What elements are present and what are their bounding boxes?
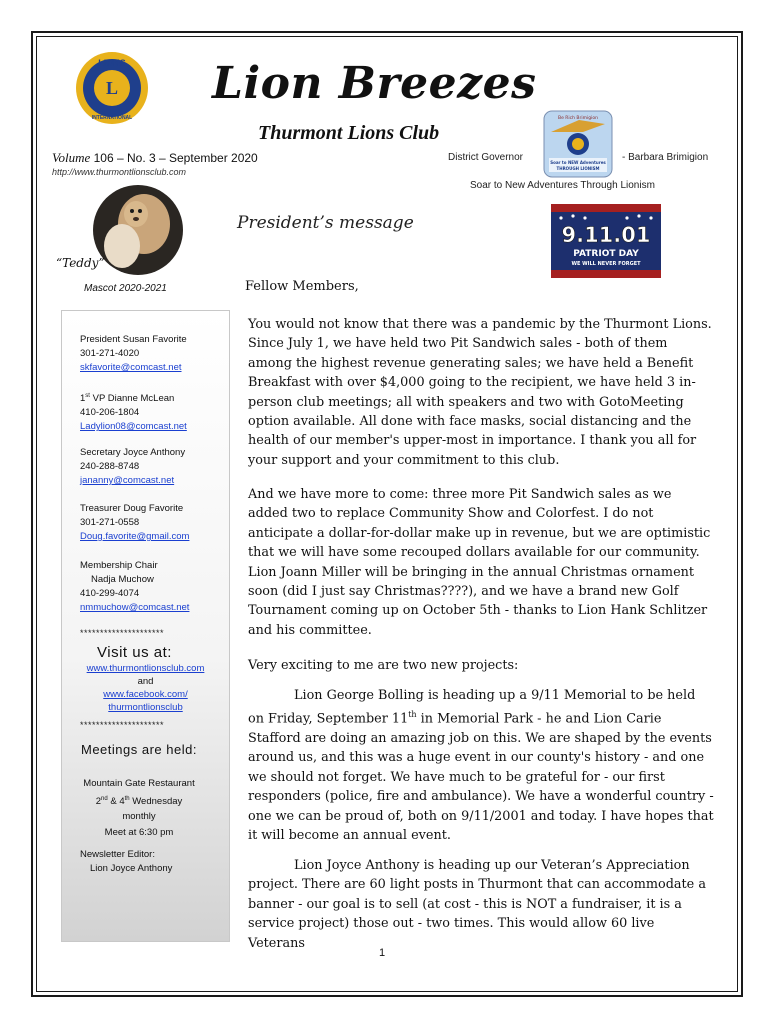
- svg-text:L: L: [105, 78, 119, 98]
- patriot-line2: WE WILL NEVER FORGET: [571, 261, 641, 267]
- governor-badge-image: [543, 110, 613, 178]
- membership-name: Nadja Muchow: [91, 574, 154, 585]
- vp-title: 1st VP Dianne McLean: [80, 393, 175, 405]
- badge-line1: Be Rich Brimigion: [558, 116, 598, 121]
- president-phone: 301-271-4020: [80, 348, 140, 359]
- treasurer-phone: 301-271-0558: [80, 517, 140, 528]
- body-paragraph-2: And we have more to come: three more Pit Sandwich sales as we added two to replace Community Show and Colorfest. I do not anticipate a dollar-for-dollar make up in revenue, but we are optimistic that we will have some recouped dollars available for our community. Lion Joann Miller will be bringing in the annual Christmas ornament soon (did I just say Christmas????), and we have a brand new Golf Tournament coming up on October 5th - thanks to Lion Hank Schlitzer and his committee.: [248, 487, 711, 638]
- visit-links: [61, 662, 230, 714]
- volume-line: [52, 150, 258, 166]
- visit-heading: Visit us at:: [97, 644, 172, 661]
- editor-label: Newsletter Editor:: [80, 849, 155, 860]
- divider-stars: *********************: [80, 720, 165, 730]
- meetings-info: [64, 776, 214, 840]
- president-email-link[interactable]: skfavorite@comcast.net: [80, 362, 182, 373]
- membership-title: Membership Chair: [80, 560, 158, 571]
- divider-stars: *********************: [80, 628, 165, 638]
- logo-text: LIONS: [98, 58, 126, 68]
- logo-subtext: INTERNATIONAL: [91, 115, 133, 121]
- mascot-name: “Teddy”: [56, 256, 105, 270]
- president-title: President Susan Favorite: [80, 334, 187, 345]
- badge-line3: THROUGH LIONISM: [556, 166, 600, 171]
- motto: Soar to New Adventures Through Lionism: [470, 180, 655, 191]
- patriot-day-image: [551, 204, 661, 278]
- district-governor-label: District Governor: [448, 152, 524, 163]
- officer-vp: [80, 389, 220, 434]
- membership-phone: 410-299-4074: [80, 588, 140, 599]
- newsletter-editor: [80, 848, 220, 876]
- section-title: President’s message: [237, 213, 414, 233]
- body-paragraph-3: Very exciting to me are two new projects:: [248, 658, 519, 673]
- club-name: Thurmont Lions Club: [258, 122, 440, 144]
- secretary-title: Secretary Joyce Anthony: [80, 447, 186, 458]
- mascot-caption: Mascot 2020-2021: [84, 283, 167, 294]
- facebook-link-line1[interactable]: www.facebook.com/: [103, 689, 188, 700]
- meetings-monthly: monthly: [122, 811, 156, 823]
- patriot-line1: PATRIOT DAY: [573, 249, 639, 259]
- patriot-date: 9.11.01: [561, 223, 651, 247]
- treasurer-title: Treasurer Doug Favorite: [80, 503, 184, 514]
- officer-treasurer: [80, 502, 220, 544]
- greeting: Fellow Members,: [245, 279, 359, 294]
- website-url[interactable]: http://www.thurmontlionsclub.com: [52, 167, 187, 177]
- page-number: 1: [379, 947, 386, 959]
- meetings-time: Meet at 6:30 pm: [104, 826, 174, 838]
- volume-word: Volume: [52, 150, 91, 165]
- newsletter-title: Lion Breezes: [212, 58, 537, 109]
- meetings-days: 2nd & 4th Wednesday: [95, 795, 183, 807]
- badge-line2: Soar to NEW Adventures: [550, 160, 606, 165]
- body-paragraph-1: You would not know that there was a pandemic by the Thurmont Lions. Since July 1, we have held two Pit Sandwich sales - both of them among the highest revenue generating sales; we have held a Benefit Breakfast with over $4,000 going to the recipient, we have held 3 in-person club meetings; all with speakers and two with GotoMeeting option available. All done with face masks, social distancing and the health of our member's upper-most in importance. I thank you all for your support and your commitment to this club.: [248, 317, 712, 468]
- vp-email-link[interactable]: Ladylion08@comcast.net: [80, 421, 187, 433]
- officer-membership: [80, 559, 220, 615]
- secretary-phone: 240-288-8748: [80, 461, 140, 472]
- body-paragraph-5: Lion Joyce Anthony is heading up our Veteran’s Appreciation project. There are 60 light posts in Thurmont that can accommodate a banner - our goal is to sell (at cost - this is NOT a fundraiser, it is a service project) those out - two times. This would allow 60 live Veterans: [248, 858, 706, 951]
- visit-site-link[interactable]: www.thurmontlionsclub.com: [86, 663, 205, 674]
- officer-secretary: [80, 446, 220, 488]
- meetings-place: Mountain Gate Restaurant: [83, 778, 195, 789]
- vp-phone: 410-206-1804: [80, 407, 140, 419]
- meetings-heading: Meetings are held:: [81, 742, 197, 757]
- treasurer-email-link[interactable]: Doug.favorite@gmail.com: [80, 531, 190, 542]
- mascot-photo: [92, 184, 184, 276]
- membership-email-link[interactable]: nmmuchow@comcast.net: [80, 602, 190, 613]
- district-governor-name: - Barbara Brimigion: [622, 152, 709, 163]
- volume-rest: 106 – No. 3 – September 2020: [90, 151, 258, 165]
- visit-and: and: [137, 676, 154, 687]
- body-paragraph-4: Lion George Bolling is heading up a 9/11 Memorial to be held on Friday, September 11th in Memorial Park - he and Lion Carie Stafford are doing an amazing job on this. We are shaped by the events around us, and this was a huge event in our county's history - and one we should not forget. We have much to be grateful for - our first responders (police, fire and ambulance). We have a wonderful country - one we can be proud of, both on 9/11/2001 and today. I have hopes that it will become an annual event.: [248, 688, 714, 844]
- lions-logo: [74, 50, 150, 126]
- editor-name: Lion Joyce Anthony: [90, 863, 173, 874]
- secretary-email-link[interactable]: jananny@comcast.net: [80, 475, 175, 486]
- facebook-link-line2[interactable]: thurmontlionsclub: [108, 702, 183, 713]
- officer-president: [80, 333, 220, 375]
